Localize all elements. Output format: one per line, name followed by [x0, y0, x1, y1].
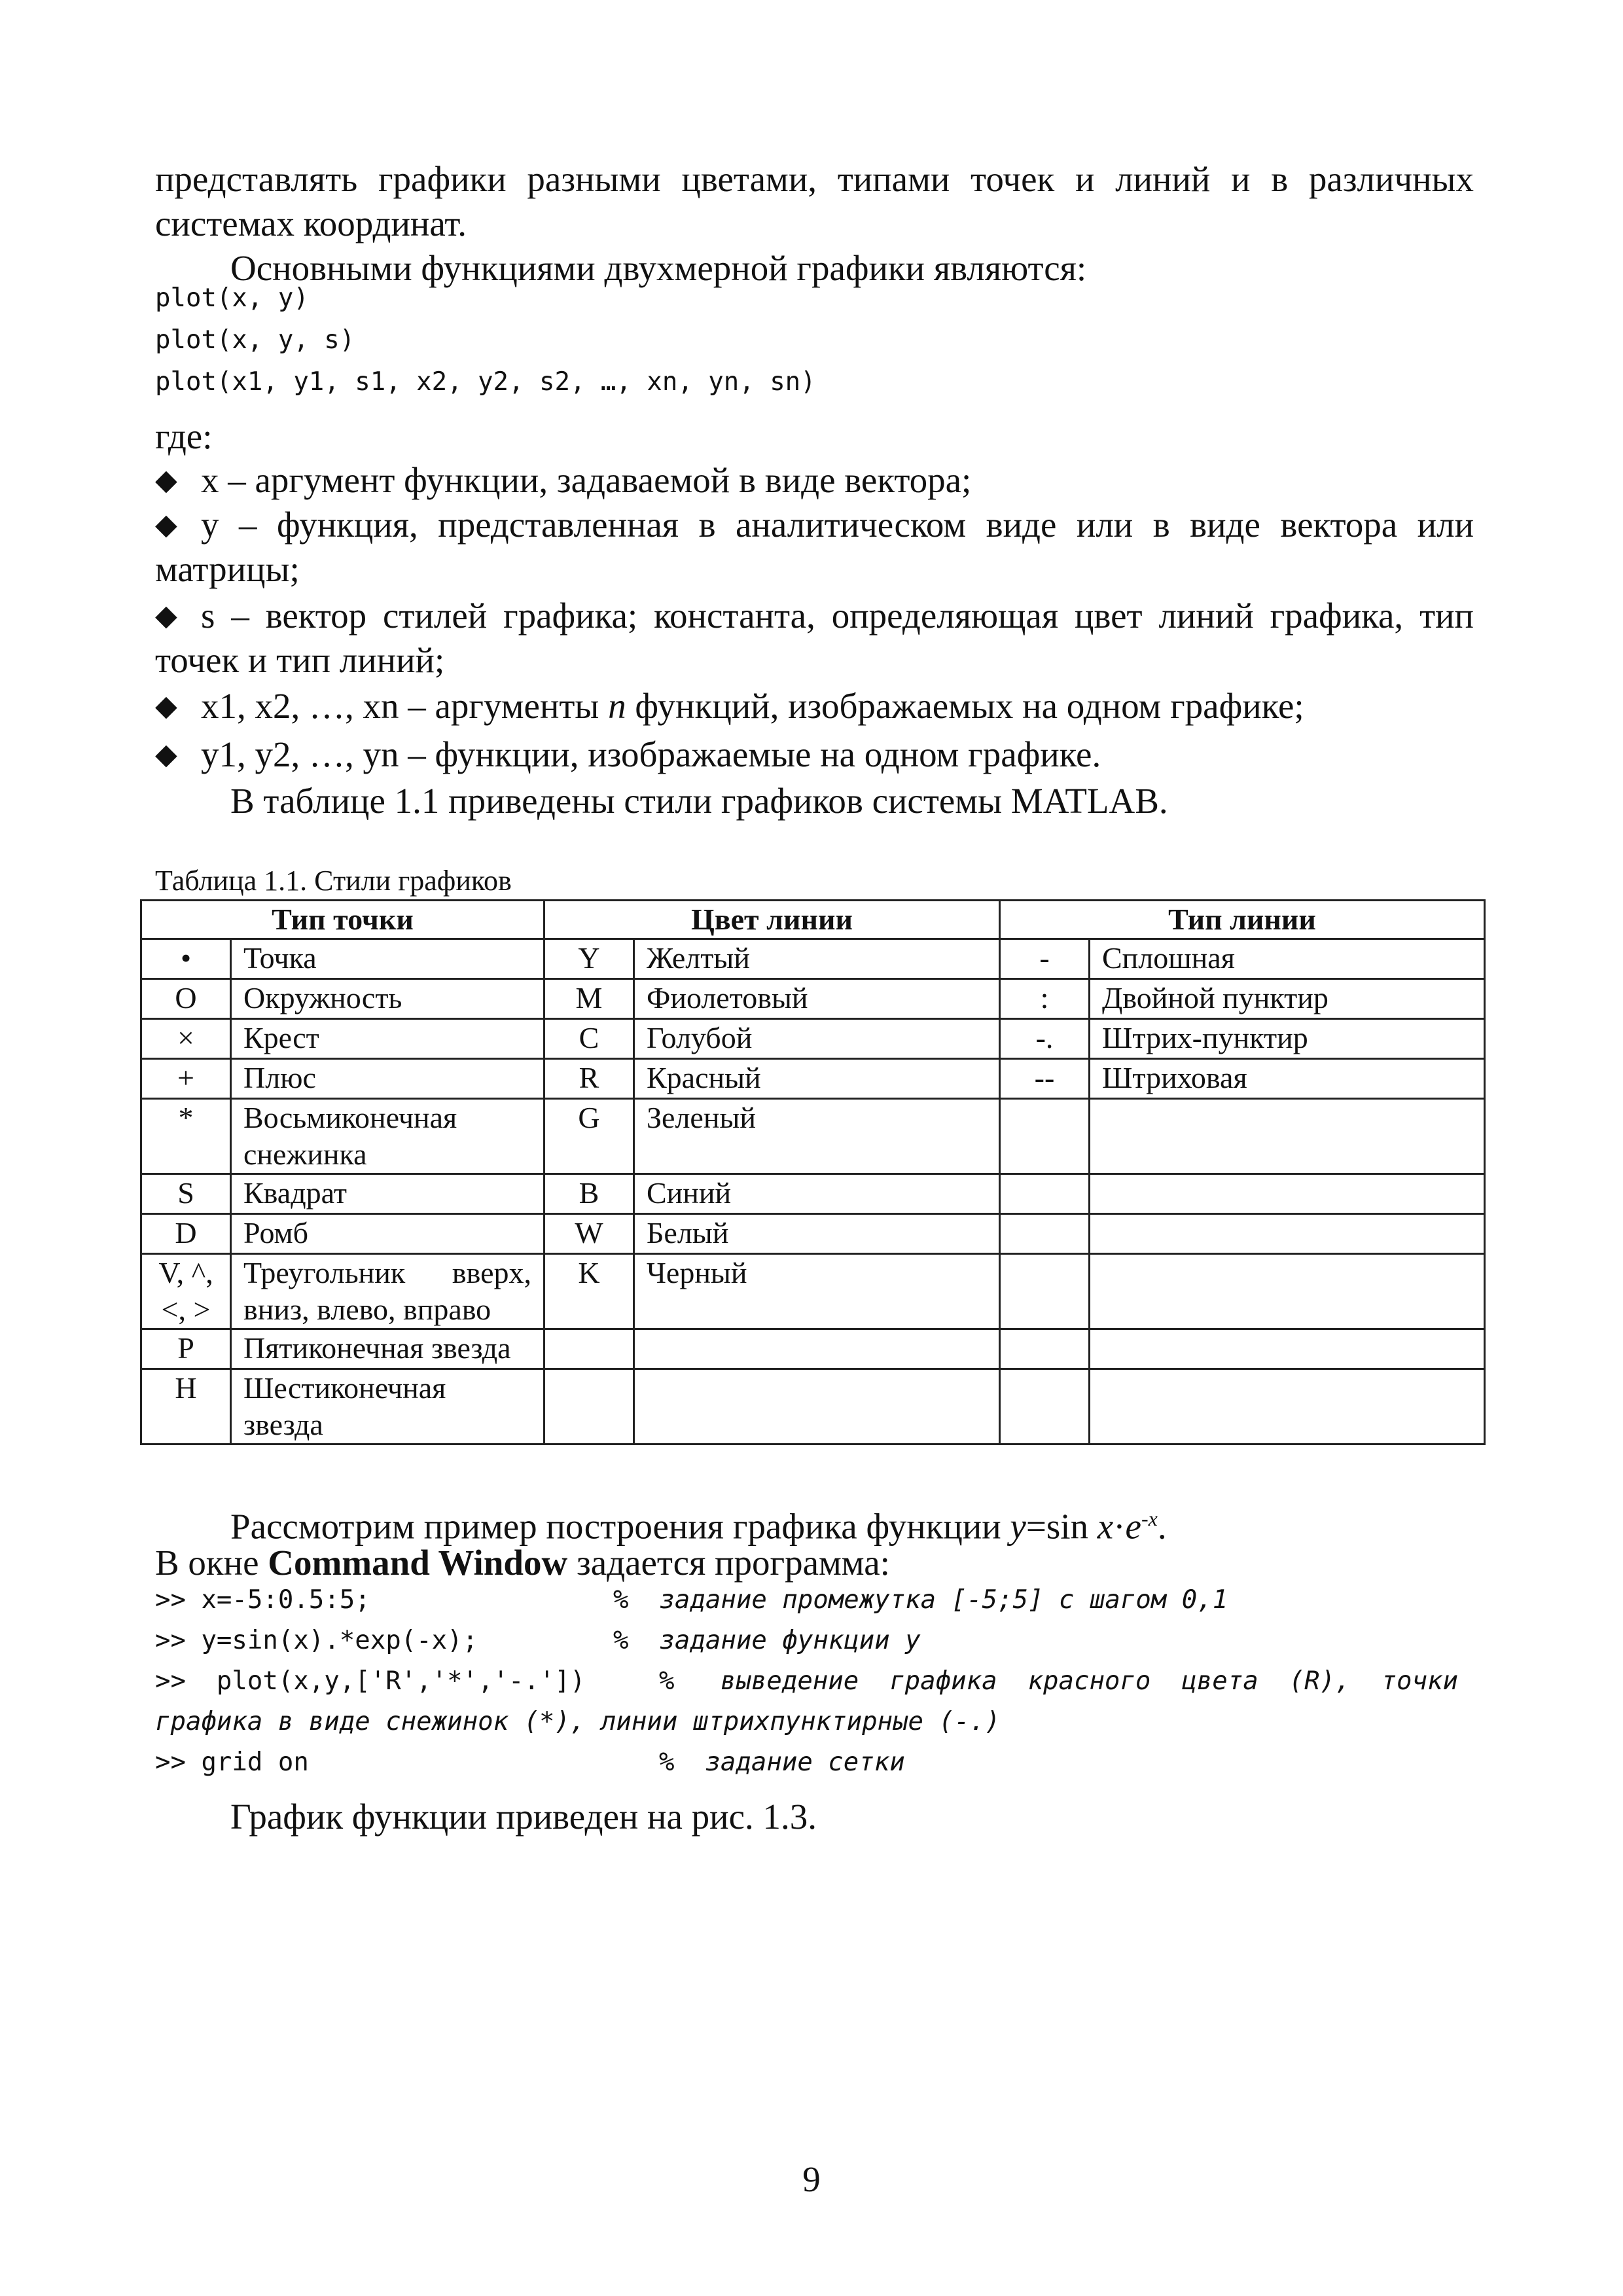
- line-description: [1090, 1329, 1485, 1369]
- code-line: [155, 1580, 1474, 1621]
- table-row: [141, 939, 1485, 979]
- bullet-text: y – функция, представленная в аналитическом виде или в виде вектора или матрицы;: [155, 505, 1474, 589]
- intro-block: [155, 157, 1474, 291]
- code-command: >> grid on: [155, 1748, 309, 1777]
- page-number: 9: [802, 2159, 821, 2199]
- code-line: [155, 1621, 1474, 1661]
- formula-x: x: [1097, 1506, 1114, 1547]
- point-description: Восьмиконечная снежинка: [231, 1099, 544, 1174]
- table-row: [141, 1369, 1485, 1444]
- point-description: Пятиконечная звезда: [231, 1329, 544, 1369]
- diamond-bullet-icon: ◆: [155, 690, 177, 722]
- code-comment: графика в виде снежинок (*), линии штрихпунктирные (-.): [155, 1707, 1001, 1736]
- line-symbol: [1000, 1254, 1090, 1329]
- table-row: [141, 1254, 1485, 1329]
- formula-y: y: [1010, 1506, 1026, 1547]
- code-line: [155, 1702, 1474, 1742]
- table-row: [141, 1059, 1485, 1099]
- table-row: [141, 1174, 1485, 1214]
- code-comment: % задание промежутка [-5;5] с шагом 0,1: [613, 1585, 1228, 1615]
- line-symbol: :: [1000, 979, 1090, 1019]
- header-line-color: Цвет линии: [544, 901, 1000, 939]
- formula-dot: ·: [1113, 1506, 1126, 1547]
- color-symbol: [544, 1329, 634, 1369]
- line-description: Штрих-пунктир: [1090, 1019, 1485, 1059]
- styles-table: [140, 899, 1486, 1445]
- line-description: [1090, 1174, 1485, 1214]
- color-symbol: G: [544, 1099, 634, 1174]
- color-symbol: [544, 1369, 634, 1444]
- point-description: Треугольник вверх, вниз, влево, вправо: [231, 1254, 544, 1329]
- code-command: >> y=sin(x).*exp(-x);: [155, 1626, 478, 1655]
- color-symbol: K: [544, 1254, 634, 1329]
- point-description: Шестиконечная звезда: [231, 1369, 544, 1444]
- table-row: [141, 979, 1485, 1019]
- line-symbol: --: [1000, 1059, 1090, 1099]
- header-point-type: Тип точки: [141, 901, 544, 939]
- bullet-text: функций, изображаемых на одном графике;: [626, 686, 1304, 726]
- bullet-italic-n: n: [608, 686, 626, 726]
- bullet-item: [155, 684, 1474, 728]
- point-symbol: *: [141, 1099, 231, 1174]
- line-symbol: -.: [1000, 1019, 1090, 1059]
- line-description: [1090, 1369, 1485, 1444]
- diamond-bullet-icon: ◆: [155, 464, 177, 496]
- code-comment: % задание функции y: [613, 1626, 921, 1655]
- line-description: [1090, 1254, 1485, 1329]
- table-row: [141, 1214, 1485, 1254]
- code-command: >> plot(x,y,['R','*','-.']): [155, 1666, 586, 1696]
- point-symbol: P: [141, 1329, 231, 1369]
- where-label: где:: [155, 416, 213, 456]
- syntax-line: plot(x, y): [155, 283, 309, 313]
- bullet-text: x – аргумент функции, задаваемой в виде вектора;: [201, 460, 972, 500]
- code-command: >> x=-5:0.5:5;: [155, 1585, 370, 1615]
- formula-exponent: -x: [1141, 1507, 1158, 1530]
- diamond-bullet-icon: ◆: [155, 600, 177, 632]
- line-description: Сплошная: [1090, 939, 1485, 979]
- bullet-item: [155, 458, 1474, 503]
- command-window-label: Command Window: [268, 1543, 568, 1583]
- table-row: [141, 1329, 1485, 1369]
- line-description: Двойной пунктир: [1090, 979, 1485, 1019]
- line-symbol: [1000, 1214, 1090, 1254]
- line-description: [1090, 1214, 1485, 1254]
- line-description: Штриховая: [1090, 1059, 1485, 1099]
- color-description: Синий: [634, 1174, 1000, 1214]
- bullet-text: s – вектор стилей графика; константа, определяющая цвет линий графика, тип точек и тип линий;: [155, 596, 1474, 680]
- table-header-row: [141, 901, 1485, 939]
- bullet-item: [155, 594, 1474, 683]
- point-description: Плюс: [231, 1059, 544, 1099]
- command-window-sentence: [155, 1541, 1474, 1585]
- code-comment: % задание сетки: [659, 1748, 905, 1777]
- line-symbol: [1000, 1099, 1090, 1174]
- bullet-text: y1, y2, …, yn – функции, изображаемые на одном графике.: [201, 734, 1101, 774]
- syntax-block: [155, 278, 1474, 403]
- point-description: Точка: [231, 939, 544, 979]
- table-caption: Таблица 1.1. Стили графиков: [155, 865, 512, 897]
- line-description: [1090, 1099, 1485, 1174]
- window-text-before: В окне: [155, 1543, 268, 1583]
- color-description: Черный: [634, 1254, 1000, 1329]
- color-description: [634, 1369, 1000, 1444]
- code-line: [155, 1661, 1474, 1702]
- point-symbol: ×: [141, 1019, 231, 1059]
- color-description: Фиолетовый: [634, 979, 1000, 1019]
- color-description: Красный: [634, 1059, 1000, 1099]
- example-text: Рассмотрим пример построения графика функции: [230, 1506, 1010, 1547]
- point-symbol: •: [141, 939, 231, 979]
- line-symbol: -: [1000, 939, 1090, 979]
- point-symbol: O: [141, 979, 231, 1019]
- bullet-item: [155, 503, 1474, 592]
- formula-e: e: [1125, 1506, 1141, 1547]
- bullet-text: x1, x2, …, xn – аргументы: [201, 686, 609, 726]
- window-text-after: задается программа:: [567, 1543, 890, 1583]
- color-symbol: B: [544, 1174, 634, 1214]
- point-symbol: H: [141, 1369, 231, 1444]
- color-description: Желтый: [634, 939, 1000, 979]
- intro-functions-line: Основными функциями двухмерной графики являются:: [230, 248, 1087, 288]
- formula-sin: =sin: [1026, 1506, 1097, 1547]
- point-description: Квадрат: [231, 1174, 544, 1214]
- table-reference: В таблице 1.1 приведены стили графиков системы MATLAB.: [230, 781, 1168, 821]
- color-symbol: R: [544, 1059, 634, 1099]
- line-symbol: [1000, 1369, 1090, 1444]
- color-description: Голубой: [634, 1019, 1000, 1059]
- color-symbol: W: [544, 1214, 634, 1254]
- point-description: Окружность: [231, 979, 544, 1019]
- point-symbol: +: [141, 1059, 231, 1099]
- color-description: Зеленый: [634, 1099, 1000, 1174]
- line-symbol: [1000, 1329, 1090, 1369]
- formula-end: .: [1157, 1506, 1167, 1547]
- color-description: Белый: [634, 1214, 1000, 1254]
- code-line: [155, 1742, 1474, 1783]
- color-symbol: C: [544, 1019, 634, 1059]
- point-description: Крест: [231, 1019, 544, 1059]
- header-line-type: Тип линии: [1000, 901, 1485, 939]
- intro-paragraph: представлять графики разными цветами, типами точек и линий и в различных системах координат.: [155, 159, 1474, 243]
- point-description: Ромб: [231, 1214, 544, 1254]
- diamond-bullet-icon: ◆: [155, 509, 177, 541]
- point-symbol: V, ^, <, >: [141, 1254, 231, 1329]
- point-symbol: D: [141, 1214, 231, 1254]
- color-symbol: Y: [544, 939, 634, 979]
- syntax-line: plot(x1, y1, s1, x2, y2, s2, …, xn, yn, sn): [155, 367, 816, 397]
- syntax-line: plot(x, y, s): [155, 325, 355, 355]
- point-symbol: S: [141, 1174, 231, 1214]
- line-symbol: [1000, 1174, 1090, 1214]
- color-description: [634, 1329, 1000, 1369]
- table-row: [141, 1099, 1485, 1174]
- bullet-item: [155, 732, 1474, 777]
- table-row: [141, 1019, 1485, 1059]
- code-comment: % выведение графика красного цвета (R), точки: [659, 1666, 1458, 1696]
- diamond-bullet-icon: ◆: [155, 738, 177, 770]
- conclusion: График функции приведен на рис. 1.3.: [230, 1797, 817, 1837]
- color-symbol: M: [544, 979, 634, 1019]
